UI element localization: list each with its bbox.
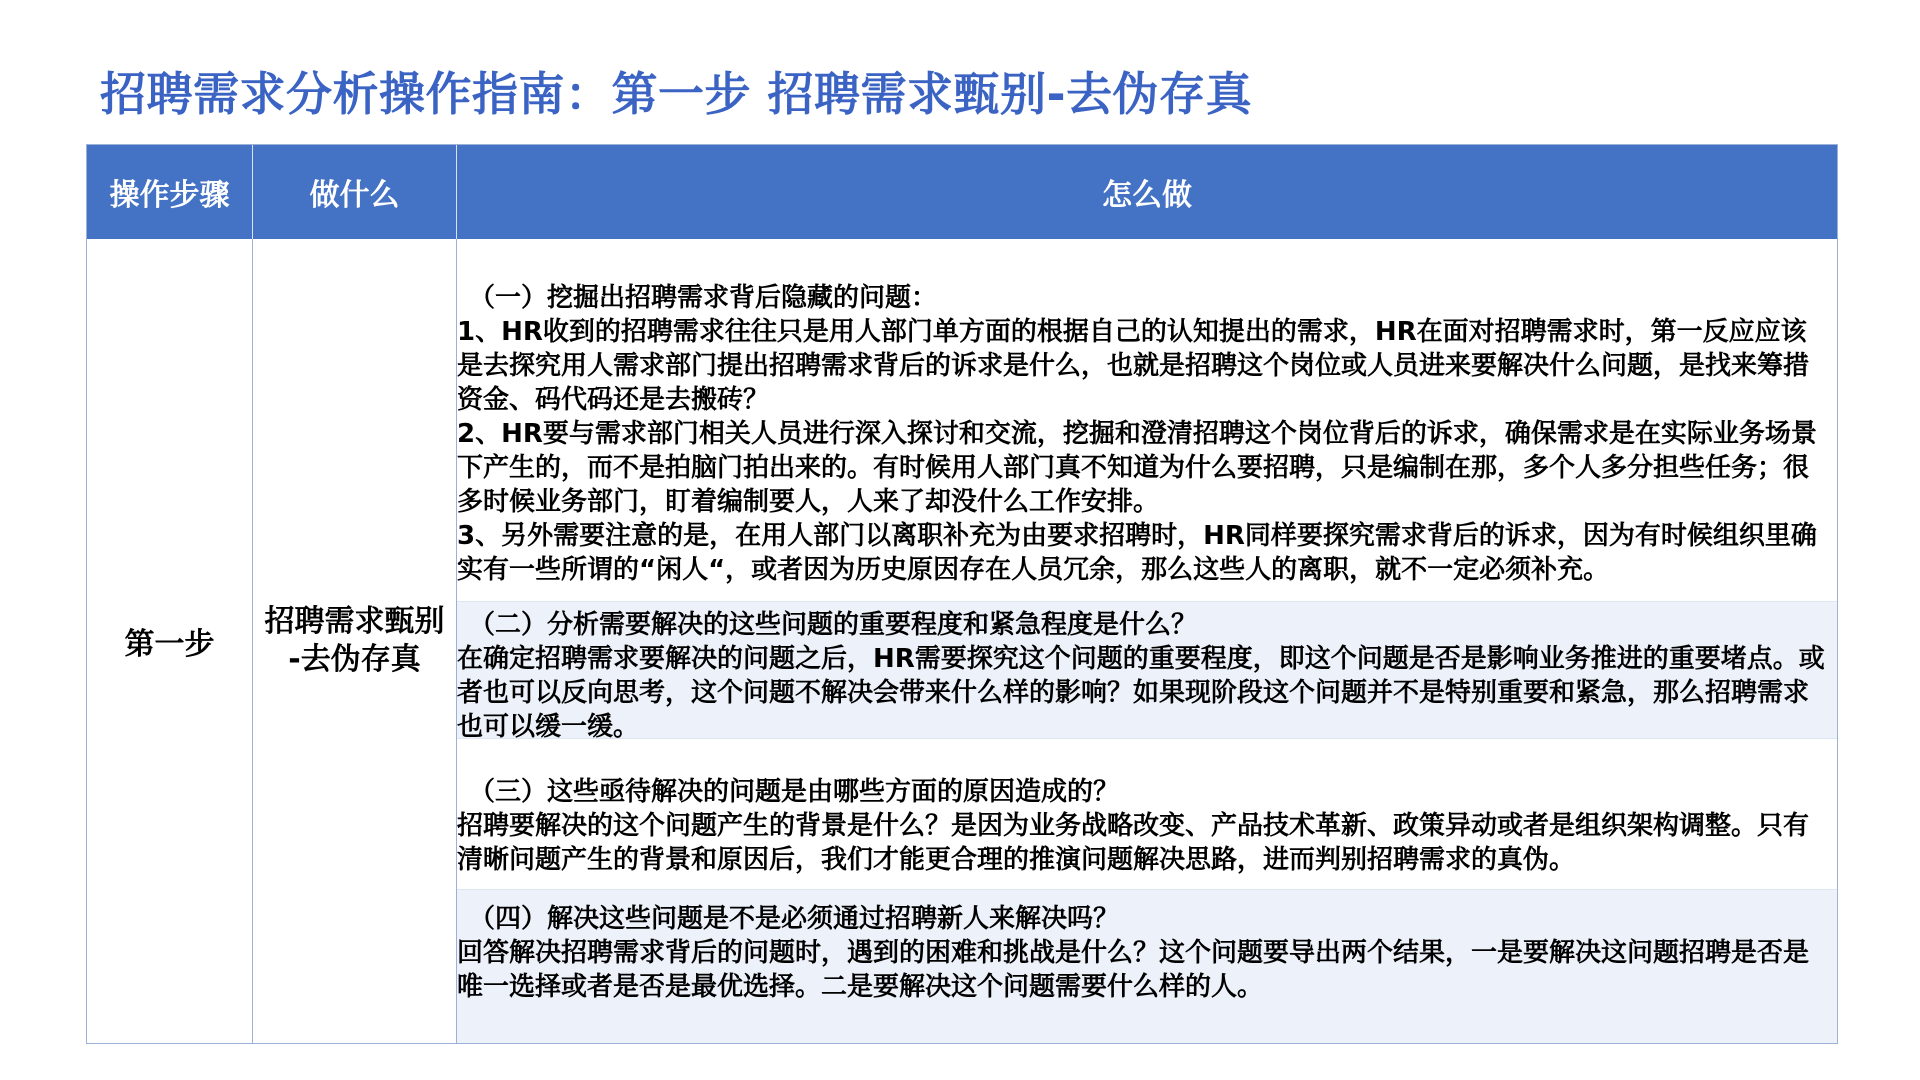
section-1-body: 1、HR收到的招聘需求往往只是用人部门单方面的根据自己的认知提出的需求，HR在面对招聘需求时，第一反应应该是去探究用人需求部门提出招聘需求背后的诉求是什么，也就是招聘这个岗位或人员进来要解决什么问题，是找来筹措资金、码代码还是去搬砖？ 2、HR要与需求部门相关人员进行深入探讨和交流，挖掘和澄清招聘这个岗位背后的诉求，确保需求是在实际业务场景下产生的，而不是拍脑门拍出来的。有时候用人部门真不知道为什么要招聘，只是编制在那，多个人多分担些任务；很多时候业务部门，盯着编制要人，人来了却没什么工作安排。 3、另外需要注意的是，在用人部门以离职补充为由要求招聘时，HR同样要探究需求背后的诉求，因为有时候组织里确实有一些所谓的“闲人“，或者因为历史原因存在人员冗余，那么这些人的离职，就不一定必须补充。 (457, 317, 1817, 585)
guide-table (86, 144, 1838, 1044)
page-title: 招聘需求分析操作指南：第一步 招聘需求甄别-去伪存真 (100, 67, 1253, 121)
section-2-title: （二）分析需要解决的这些问题的重要程度和紧急程度是什么？ (469, 610, 1198, 640)
header-step: 操作步骤 (87, 145, 253, 239)
header-how: 怎么做 (1102, 178, 1192, 213)
section-1-title: （一）挖掘出招聘需求背后隐藏的问题： (469, 283, 938, 313)
how-cell (457, 239, 1837, 1043)
section-4-body: 回答解决招聘需求背后的问题时，遇到的困难和挑战是什么？这个问题要导出两个结果，一是要解决这问题招聘是否是唯一选择或者是否是最优选择。二是要解决这个问题需要什么样的人。 (457, 938, 1810, 1002)
header-what: 做什么 (253, 145, 457, 239)
section-3 (457, 739, 1837, 889)
what-cell (253, 239, 457, 1043)
section-2 (457, 601, 1837, 742)
section-4 (457, 889, 1837, 1043)
section-1 (457, 267, 1837, 601)
section-4-title: （四）解决这些问题是不是必须通过招聘新人来解决吗？ (469, 904, 1120, 934)
section-3-body: 招聘要解决的这个问题产生的背景是什么？是因为业务战略改变、产品技术革新、政策异动或者是组织架构调整。只有清晰问题产生的背景和原因后，我们才能更合理的推演问题解决思路，进而判别招聘需求的真伪。 (457, 811, 1810, 875)
table-header (87, 145, 1837, 239)
what-line-2: -去伪存真 (288, 642, 421, 677)
section-3-title: （三）这些亟待解决的问题是由哪些方面的原因造成的？ (469, 777, 1120, 807)
step-cell: 第一步 (87, 239, 253, 1043)
section-2-body: 在确定招聘需求要解决的问题之后，HR需要探究这个问题的重要程度，即这个问题是否是影响业务推进的重要堵点。或者也可以反向思考，这个问题不解决会带来什么样的影响？如果现阶段这个问题并不是特别重要和紧急，那么招聘需求也可以缓一缓。 (457, 644, 1825, 742)
what-line-1: 招聘需求甄别 (264, 604, 445, 639)
table-body (87, 239, 1837, 1043)
